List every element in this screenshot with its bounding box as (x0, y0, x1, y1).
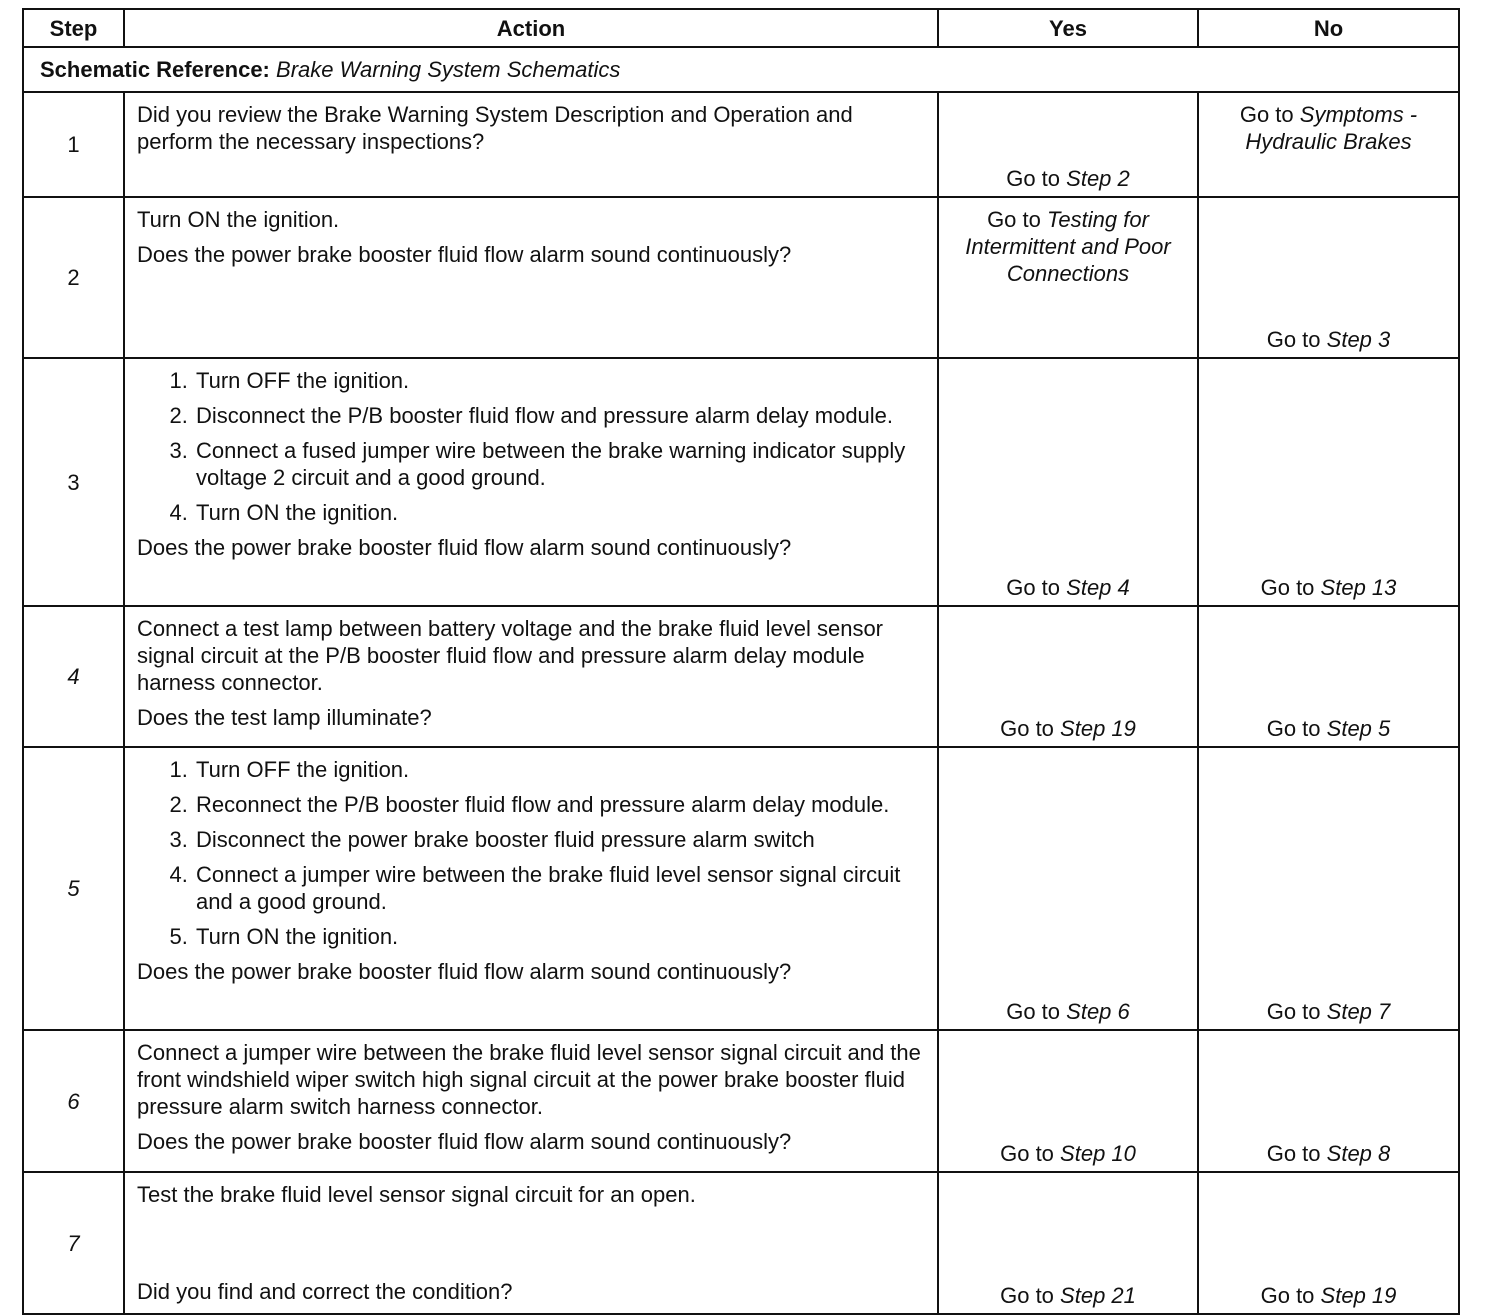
list-item: 3. Disconnect the power brake booster fluid pressure alarm switch (194, 826, 927, 853)
schematic-reference (23, 47, 1459, 92)
step-number: 7 (23, 1172, 124, 1314)
yes-goto (939, 574, 1197, 601)
yes-cell (938, 747, 1198, 1030)
action-cell (124, 1172, 938, 1314)
header-action: Action (124, 9, 938, 47)
no-ref: Step 7 (1326, 999, 1391, 1024)
step-number: 2 (23, 197, 124, 358)
goto-label: Go to (1000, 1283, 1054, 1308)
table-row (23, 92, 1459, 197)
list-item: 4. Connect a jumper wire between the brake fluid level sensor signal circuit and a good ground. (194, 861, 927, 915)
table-row (23, 1172, 1459, 1314)
diagnostic-table (22, 8, 1460, 1315)
list-item: 1. Turn OFF the ignition. (194, 367, 927, 394)
yes-ref: Step 4 (1066, 575, 1130, 600)
yes-ref: Step 19 (1060, 716, 1136, 741)
schematic-label: Schematic Reference: (40, 57, 270, 82)
yes-ref: Testing for Intermittent and Poor Connections (965, 207, 1171, 286)
goto-label: Go to (1000, 716, 1054, 741)
list-item: 2. Reconnect the P/B booster fluid flow and pressure alarm delay module. (194, 791, 927, 818)
no-ref: Symptoms - Hydraulic Brakes (1245, 102, 1418, 154)
no-cell (1198, 1172, 1459, 1314)
yes-ref: Step 2 (1066, 166, 1130, 191)
step-number: 3 (23, 358, 124, 606)
yes-goto (939, 1282, 1197, 1309)
action-cell (124, 92, 938, 197)
goto-label: Go to (1006, 166, 1061, 191)
yes-ref: Step 21 (1060, 1283, 1136, 1308)
action-cell (124, 1030, 938, 1172)
yes-ref: Step 6 (1066, 999, 1130, 1024)
action-question: Does the power brake booster fluid flow alarm sound continuously? (137, 535, 792, 560)
header-step: Step (23, 9, 124, 47)
no-goto (1199, 715, 1458, 742)
yes-goto (939, 715, 1197, 742)
action-question: Does the test lamp illuminate? (137, 705, 432, 730)
no-cell (1198, 747, 1459, 1030)
table-row (23, 747, 1459, 1030)
step-number: 1 (23, 92, 124, 197)
table-row (23, 197, 1459, 358)
goto-label: Go to (1006, 575, 1061, 600)
no-cell (1198, 606, 1459, 747)
list-item: 5. Turn ON the ignition. (194, 923, 927, 950)
no-goto (1199, 1140, 1458, 1167)
action-cell (124, 747, 938, 1030)
schematic-link: Brake Warning System Schematics (276, 57, 621, 82)
yes-cell (938, 606, 1198, 747)
action-text: Connect a jumper wire between the brake fluid level sensor signal circuit and the front windshield wiper switch high signal circuit at the power brake booster fluid pressure alarm switch harness connector. (137, 1040, 921, 1119)
header-yes: Yes (938, 9, 1198, 47)
action-text: Test the brake fluid level sensor signal circuit for an open. (137, 1182, 696, 1207)
no-ref: Step 13 (1320, 575, 1397, 600)
goto-label: Go to (1260, 1283, 1315, 1308)
step-number: 5 (23, 747, 124, 1030)
goto-label: Go to (1266, 716, 1321, 741)
goto-label: Go to (987, 207, 1041, 232)
yes-goto (939, 998, 1197, 1025)
no-goto (1199, 326, 1458, 353)
no-cell (1198, 358, 1459, 606)
schematic-reference-row (23, 47, 1459, 92)
action-steps-list (137, 756, 927, 950)
header-row (23, 9, 1459, 47)
action-question: Does the power brake booster fluid flow alarm sound continuously? (137, 1129, 792, 1154)
no-goto (1199, 1282, 1458, 1309)
no-ref: Step 5 (1326, 716, 1391, 741)
action-text: Turn ON the ignition. (137, 207, 340, 232)
no-cell (1198, 92, 1459, 197)
goto-label: Go to (1266, 327, 1321, 352)
no-ref: Step 8 (1326, 1141, 1391, 1166)
step-number: 4 (23, 606, 124, 747)
yes-goto (939, 165, 1197, 192)
yes-ref: Step 10 (1060, 1141, 1136, 1166)
spacer (137, 1216, 927, 1278)
yes-cell (938, 1030, 1198, 1172)
goto-label: Go to (1239, 102, 1294, 127)
list-item: 2. Disconnect the P/B booster fluid flow and pressure alarm delay module. (194, 402, 927, 429)
goto-label: Go to (1266, 999, 1321, 1024)
list-item: 3. Connect a fused jumper wire between the brake warning indicator supply voltage 2 circuit and a good ground. (194, 437, 927, 491)
action-question: Does the power brake booster fluid flow alarm sound continuously? (137, 242, 792, 267)
table-row (23, 358, 1459, 606)
yes-goto (939, 1140, 1197, 1167)
action-question: Does the power brake booster fluid flow alarm sound continuously? (137, 959, 792, 984)
yes-goto (939, 198, 1197, 287)
action-cell (124, 606, 938, 747)
yes-cell (938, 358, 1198, 606)
action-cell (124, 197, 938, 358)
action-steps-list (137, 367, 927, 526)
goto-label: Go to (1006, 999, 1061, 1024)
no-goto (1199, 93, 1458, 155)
table-row (23, 1030, 1459, 1172)
no-ref: Step 19 (1320, 1283, 1397, 1308)
table-row (23, 606, 1459, 747)
yes-cell (938, 1172, 1198, 1314)
list-item: 1. Turn OFF the ignition. (194, 756, 927, 783)
no-goto (1199, 998, 1458, 1025)
action-text: Did you review the Brake Warning System Description and Operation and perform the necessary inspections? (137, 102, 853, 154)
no-cell (1198, 197, 1459, 358)
yes-cell (938, 197, 1198, 358)
step-number: 6 (23, 1030, 124, 1172)
goto-label: Go to (1266, 1141, 1321, 1166)
goto-label: Go to (1260, 575, 1315, 600)
list-item: 4. Turn ON the ignition. (194, 499, 927, 526)
no-goto (1199, 574, 1458, 601)
goto-label: Go to (1000, 1141, 1054, 1166)
header-no: No (1198, 9, 1459, 47)
action-text: Connect a test lamp between battery voltage and the brake fluid level sensor signal circuit at the P/B booster fluid flow and pressure alarm delay module harness connector. (137, 616, 884, 695)
action-question: Did you find and correct the condition? (137, 1279, 513, 1304)
no-cell (1198, 1030, 1459, 1172)
yes-cell (938, 92, 1198, 197)
no-ref: Step 3 (1326, 327, 1391, 352)
action-cell (124, 358, 938, 606)
